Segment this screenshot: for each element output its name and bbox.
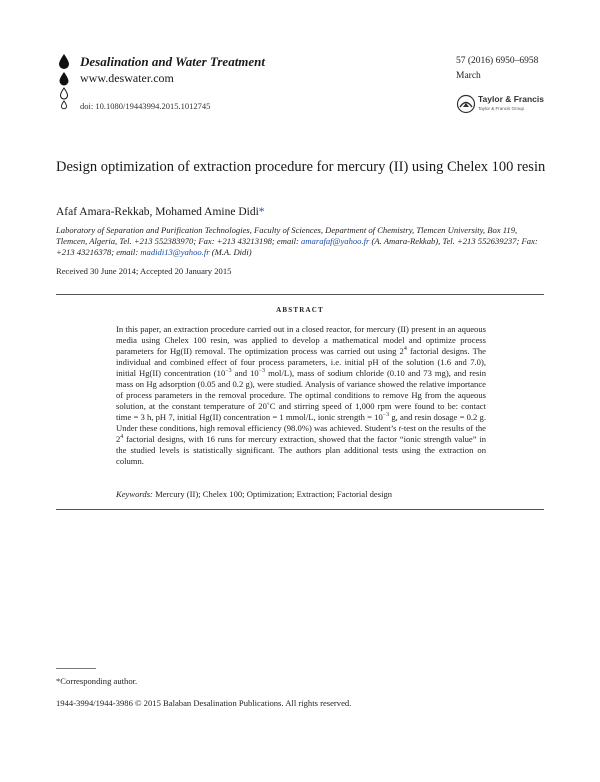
corresponding-author-footnote: *Corresponding author. — [56, 676, 138, 686]
abstract-seg-7: factorial designs, with 16 runs for mercury extraction, showed that the factor “ionic strength value” in the studied levels is statistically significant. The authors plan additional tests using the extraction on column. — [116, 434, 486, 466]
email-link-1[interactable]: amarafaf@yahoo.fr — [301, 236, 370, 246]
issue-month: March — [456, 71, 481, 81]
copyright-notice: 1944-3994/1944-3986 © 2015 Balaban Desalination Publications. All rights reserved. — [56, 698, 352, 708]
abstract-seg-2: factorial designs. The individual and combined effect of four process parameters, i.e. initial pH of the solution (1.6 and 7.0), initial Hg(II) concentration (10 — [116, 346, 486, 378]
author-list — [56, 206, 265, 218]
authors-text: Afaf Amara-Rekkab, Mohamed Amine Didi — [56, 206, 259, 218]
email-link-2[interactable]: madidi13@yahoo.fr — [140, 247, 210, 257]
water-drops-logo-icon — [56, 54, 72, 110]
affiliation — [56, 225, 546, 258]
abstract-bottom-rule — [56, 509, 544, 510]
abstract-sup-1: 4 — [403, 346, 407, 353]
footnote-rule — [56, 668, 96, 669]
abstract-sup-5: 4 — [120, 434, 124, 441]
abstract-sup-3: −3 — [258, 368, 266, 375]
keywords-label: Keywords: — [116, 489, 153, 499]
abstract-text — [116, 324, 486, 467]
affiliation-part-b: (A. Amara-Rekkab), Tel. +213 552639237; Fax: +213 43216378; email: — [56, 236, 538, 257]
affiliation-part-c: (M.A. Didi) — [209, 247, 252, 257]
abstract-sup-2: −3 — [225, 368, 232, 375]
abstract-sup-4: −3 — [382, 412, 390, 419]
keywords — [116, 489, 486, 499]
abstract-seg-5: g, and resin dosage = 0.2 g. Under these conditions, high removal efficiency (98.0%) was achieved. Student’s — [116, 412, 486, 433]
publisher-name: Taylor & Francis — [478, 94, 544, 104]
abstract-t-italic: t — [398, 423, 402, 433]
abstract-seg-6: -test on the results of the 2 — [116, 423, 486, 444]
abstract-seg-4: mol/L), mass of sodium chloride (0.10 and 73 mg), and resin mass on Hg adsorption (0.05 and 0.2 g), were studied. Analysis of variance showed the relative importance of process parameters in the removal procedure. The optimal conditions to remove Hg from the aqueous solution, at the constant temperature of 20˚C and stirring speed of 1,000 rpm were found to be: contact time = 3 h, pH 7, initial Hg(II) concentration = 1 mmol/L, ionic strength = 10 — [116, 368, 486, 422]
abstract-heading: ABSTRACT — [276, 306, 324, 314]
received-dates: Received 30 June 2014; Accepted 20 January 2015 — [56, 266, 232, 276]
journal-title: Desalination and Water Treatment — [80, 54, 266, 69]
journal-url-link[interactable]: www.deswater.com — [80, 71, 174, 85]
corresponding-author-marker[interactable]: * — [258, 206, 265, 218]
abstract-top-rule — [56, 294, 544, 295]
taylor-francis-logo-icon — [456, 94, 476, 114]
volume-info: 57 (2016) 6950–6958 — [456, 56, 539, 66]
doi-link[interactable]: doi: 10.1080/19443994.2015.1012745 — [80, 101, 211, 111]
publisher-group: Taylor & Francis Group — [478, 106, 525, 111]
abstract-seg-1: In this paper, an extraction procedure carried out in a closed reactor, for mercury (II) present in an aqueous media using Chelex 100 resin, was applied to develop a mathematical model and optimize process parameters for Hg(II) removal. The optimization process was carried out using 2 — [116, 324, 486, 356]
keywords-list: Mercury (II); Chelex 100; Optimization; Extraction; Factorial design — [152, 489, 393, 499]
article-title: Design optimization of extraction procedure for mercury (II) using Chelex 100 resin — [56, 159, 546, 175]
abstract-seg-3: and 10 — [231, 368, 259, 378]
affiliation-part-a: Laboratory of Separation and Purification Technologies, Faculty of Sciences, Department of Chemistry, Tlemcen University, Box 119, Tlemcen, Algeria, Tel. +213 552383970; Fax: +213 43213198; email: — [56, 225, 518, 246]
